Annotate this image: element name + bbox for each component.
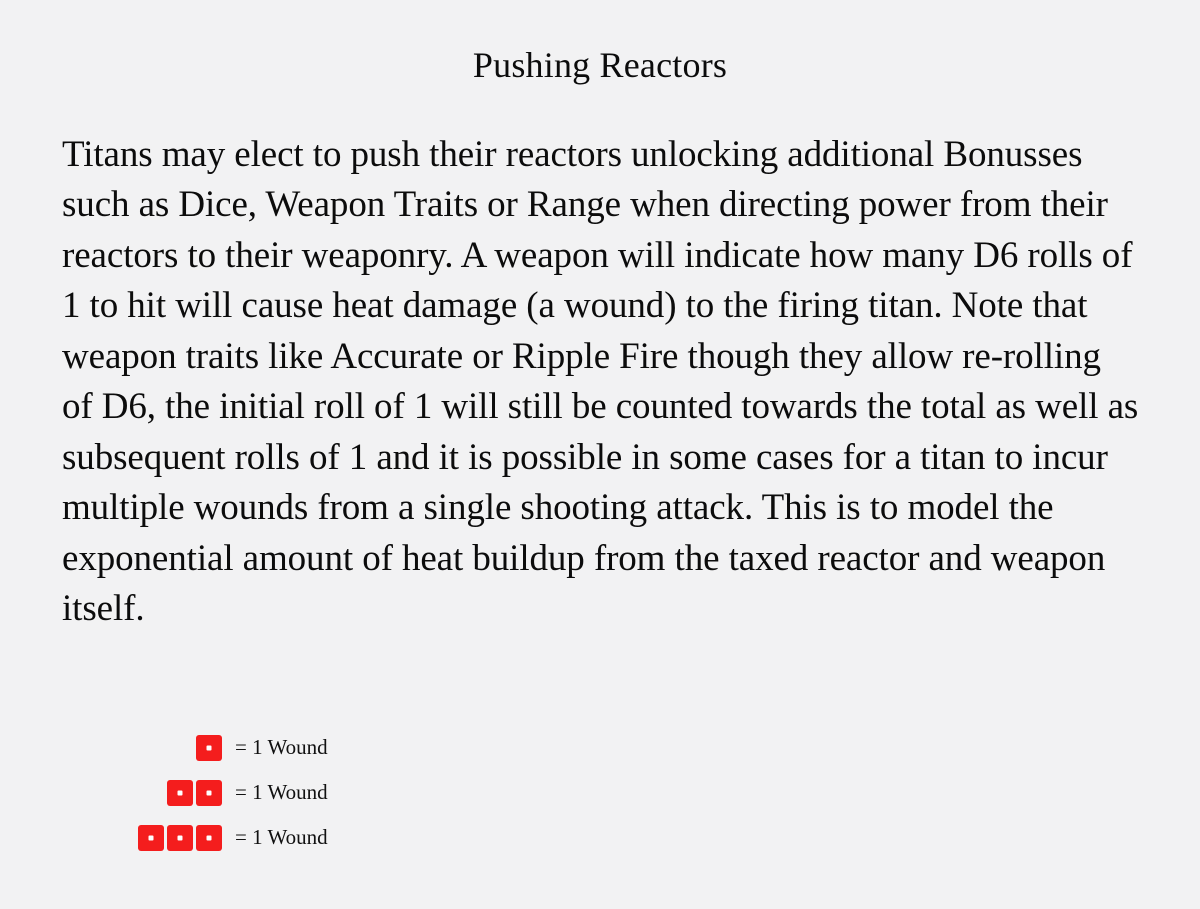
dice-group-three	[62, 825, 222, 851]
dice-group-one	[62, 735, 222, 761]
die-icon	[138, 825, 164, 851]
die-icon	[196, 735, 222, 761]
body-paragraph: Titans may elect to push their reactors unlocking additional Bonusses such as Dice, Weapon Traits or Range when directing power from their reactors to their weaponry. A weapon will indicate how many D6 rolls of 1 to hit will cause heat damage (a wound) to the firing titan. Note that weapon traits like Accurate or Ripple Fire though they allow re-rolling of D6, the initial roll of 1 will still be counted towards the total as well as subsequent rolls of 1 and it is possible in some cases for a titan to incur multiple wounds from a single shooting attack. This is to model the exponential amount of heat buildup from the taxed reactor and weapon itself.	[62, 133, 1139, 630]
die-icon	[196, 780, 222, 806]
legend-row	[62, 725, 482, 770]
legend-label: = 1 Wound	[235, 735, 328, 759]
legend-row	[62, 770, 482, 815]
dice-group-two	[62, 780, 222, 806]
page-title: Pushing Reactors	[472, 45, 728, 85]
legend-label: = 1 Wound	[235, 825, 328, 849]
legend-row	[62, 815, 482, 860]
die-icon	[167, 780, 193, 806]
die-icon	[167, 825, 193, 851]
legend-label: = 1 Wound	[235, 780, 328, 804]
dice-legend	[62, 725, 482, 860]
die-icon	[196, 825, 222, 851]
